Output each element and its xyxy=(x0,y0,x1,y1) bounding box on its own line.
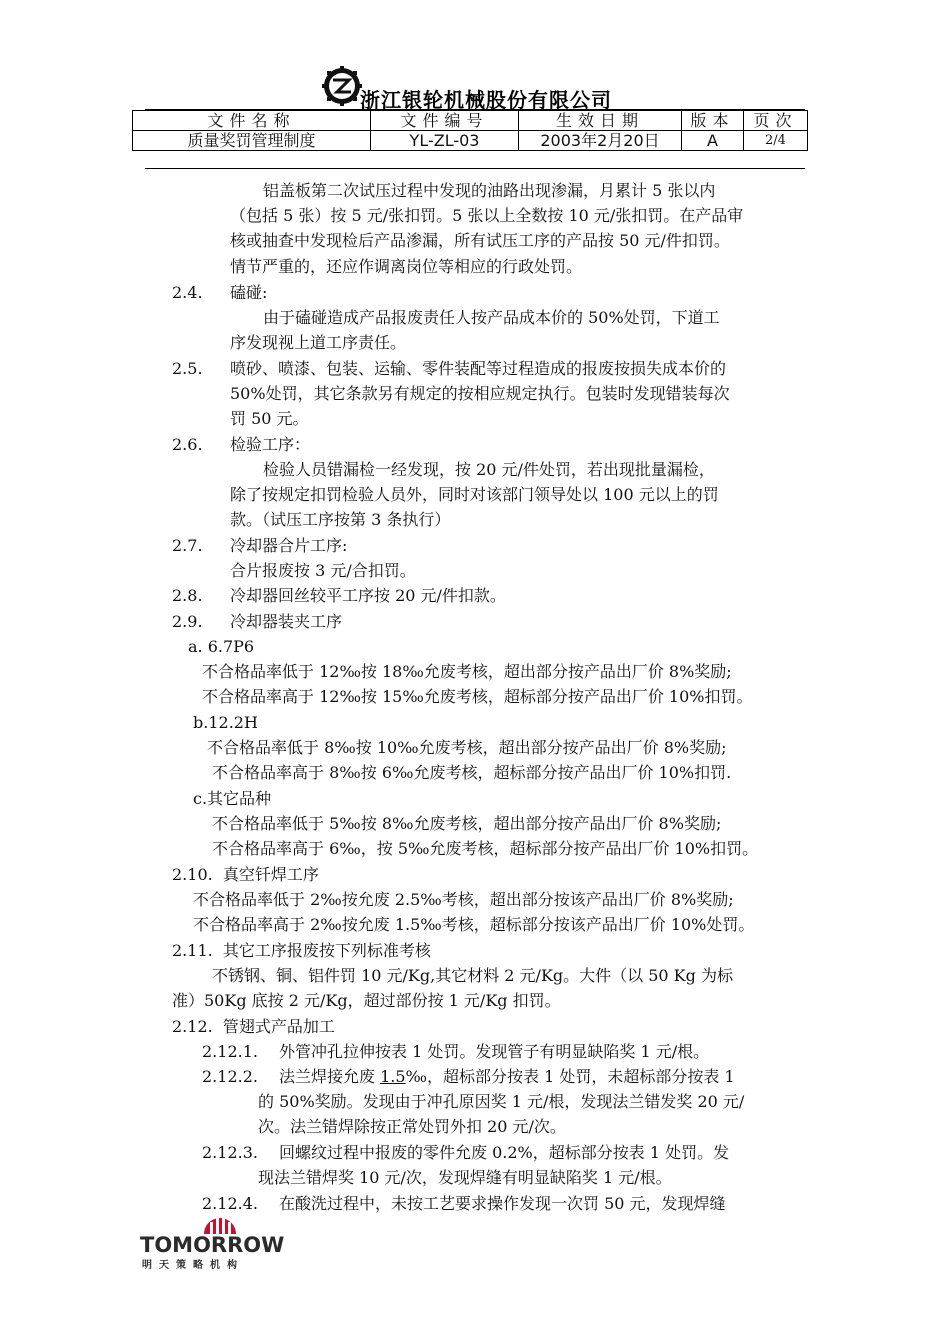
section-number: 2.9. xyxy=(172,612,203,631)
section-heading: 2.10. 真空钎焊工序 xyxy=(172,865,319,884)
label-doc-name: 文件名称 xyxy=(133,111,371,131)
sub-item: b.12.2H xyxy=(193,713,258,732)
value-effective-date: 2003年2月20日 xyxy=(519,131,682,151)
paragraph-line: 50%处罚，其它条款另有规定的按相应规定执行。包装时发现错装每次 xyxy=(230,384,730,403)
subsection-number: 2.12.2. xyxy=(202,1067,258,1086)
subsection-number: 2.12.4. xyxy=(202,1194,258,1213)
paragraph-line: 罚 50 元。 xyxy=(230,409,309,428)
paragraph-line: （包括 5 张）按 5 元/张扣罚。5 张以上全数按 10 元/张扣罚。在产品审 xyxy=(230,206,744,225)
paragraph-line: 不合格品率低于 12‰按 18‰允废考核，超出部分按产品出厂价 8%奖励; xyxy=(202,662,732,681)
paragraph-line: 冷却器回丝较平工序按 20 元/件扣款。 xyxy=(230,586,506,605)
label-doc-no: 文件编号 xyxy=(371,111,519,131)
paragraph-line: 不合格品率低于 2‰按允废 2.5‰考核，超出部分按该产品出厂价 8%奖励; xyxy=(193,890,734,909)
paragraph-line: 不合格品率低于 5‰按 8‰允废考核，超出部分按产品出厂价 8%奖励; xyxy=(212,814,722,833)
paragraph-line: 不合格品率高于 2‰按允废 1.5‰考核，超标部分按该产品出厂价 10%处罚。 xyxy=(193,915,755,934)
footer-logo-wordmark: TOMORROW xyxy=(140,1233,285,1257)
paragraph-line: 序发现视上道工序责任。 xyxy=(230,333,407,352)
paragraph-line: 现法兰错焊奖 10 元/次，发现焊缝有明显缺陷奖 1 元/根。 xyxy=(258,1168,672,1187)
document-header-table xyxy=(132,110,808,151)
text-run: 法兰焊接允废 xyxy=(279,1067,381,1086)
section-heading: 2.12. 管翅式产品加工 xyxy=(172,1017,335,1036)
paragraph-line: 铝盖板第二次试压过程中发现的油路出现渗漏，月累计 5 张以内 xyxy=(263,181,716,200)
section-heading: 磕碰: xyxy=(230,283,268,302)
paragraph-line: 不合格品率低于 8‰按 10‰允废考核，超出部分按产品出厂价 8%奖励; xyxy=(207,738,727,757)
paragraph-line: 准）50Kg 底按 2 元/Kg，超过部份按 1 元/Kg 扣罚。 xyxy=(172,991,561,1010)
footer-logo xyxy=(140,1214,304,1270)
text-run: ‰，超标部分按表 1 处罚，未超标部分按表 1 xyxy=(405,1067,735,1086)
subsection-number: 2.12.1. xyxy=(202,1042,258,1061)
section-number: 2.7. xyxy=(172,536,203,555)
section-number: 2.4. xyxy=(172,283,203,302)
paragraph-line: 不合格品率高于 8‰按 6‰允废考核，超标部分按产品出厂价 10%扣罚. xyxy=(212,763,732,782)
value-doc-no: YL-ZL-03 xyxy=(371,131,519,151)
label-version: 版本 xyxy=(682,111,744,131)
paragraph-line: 情节严重的，还应作调离岗位等相应的行政处罚。 xyxy=(230,257,583,276)
section-heading: 检验工序： xyxy=(230,435,311,454)
paragraph-line: 在酸洗过程中，未按工艺要求操作发现一次罚 50 元，发现焊缝 xyxy=(279,1194,726,1213)
section-number: 2.8. xyxy=(172,586,203,605)
section-number: 2.6. xyxy=(172,435,203,454)
sub-item: a. 6.7P6 xyxy=(188,637,255,656)
company-logo xyxy=(322,66,362,106)
label-page: 页次 xyxy=(744,111,808,131)
section-number: 2.5. xyxy=(172,359,203,378)
label-effective-date: 生效日期 xyxy=(519,111,682,131)
section-heading: 2.11. 其它工序报废按下列标准考核 xyxy=(172,941,431,960)
paragraph-line: 回螺纹过程中报废的零件允废 0.2%，超标部分按表 1 处罚。发 xyxy=(279,1143,730,1162)
underlined-value: 1.5 xyxy=(380,1067,406,1086)
value-doc-name: 质量奖罚管理制度 xyxy=(133,131,371,151)
section-heading: 冷却器合片工序: xyxy=(230,536,348,555)
paragraph-line: 不合格品率高于 6‰，按 5‰允废考核，超标部分按产品出厂价 10%扣罚。 xyxy=(212,839,759,858)
header-rule-bottom xyxy=(145,168,805,169)
paragraph-line: 次。法兰错焊除按正常处罚外扣 20 元/次。 xyxy=(258,1117,566,1136)
paragraph-line: 除了按规定扣罚检验人员外，同时对该部门领导处以 100 元以上的罚 xyxy=(230,485,719,504)
value-page: 2/4 xyxy=(744,131,808,151)
paragraph-line: 检验人员错漏检一经发现，按 20 元/件处罚，若出现批量漏检， xyxy=(263,460,715,479)
sub-item: c.其它品种 xyxy=(193,789,272,808)
section-heading: 冷却器装夹工序 xyxy=(230,612,343,631)
paragraph-line: 外管冲孔拉伸按表 1 处罚。发现管子有明显缺陷奖 1 元/根。 xyxy=(279,1042,710,1061)
paragraph-line: 款。（试压工序按第 3 条执行） xyxy=(230,510,451,529)
value-version: A xyxy=(682,131,744,151)
paragraph-line: 不合格品率高于 12‰按 15‰允废考核，超标部分按产品出厂价 10%扣罚。 xyxy=(202,687,753,706)
paragraph-line: 的 50%奖励。发现由于冲孔原因奖 1 元/根，发现法兰错发奖 20 元/ xyxy=(258,1092,745,1111)
paragraph-line: 合片报废按 3 元/合扣罚。 xyxy=(230,561,416,580)
company-name: 浙江银轮机械股份有限公司 xyxy=(360,88,612,112)
paragraph-line: 不锈钢、铜、铝件罚 10 元/Kg,其它材料 2 元/Kg。大件（以 50 Kg 为标 xyxy=(212,966,733,985)
paragraph-line xyxy=(279,1067,735,1087)
paragraph-line: 由于磕碰造成产品报废责任人按产品成本价的 50%处罚，下道工 xyxy=(263,308,720,327)
footer-logo-subtitle: 明天策略机构 xyxy=(142,1260,244,1270)
paragraph-line: 喷砂、喷漆、包装、运输、零件装配等过程造成的报废按损失成本价的 xyxy=(230,359,727,378)
subsection-number: 2.12.3. xyxy=(202,1143,258,1162)
paragraph-line: 核或抽查中发现检后产品渗漏，所有试压工序的产品按 50 元/件扣罚。 xyxy=(230,231,730,250)
